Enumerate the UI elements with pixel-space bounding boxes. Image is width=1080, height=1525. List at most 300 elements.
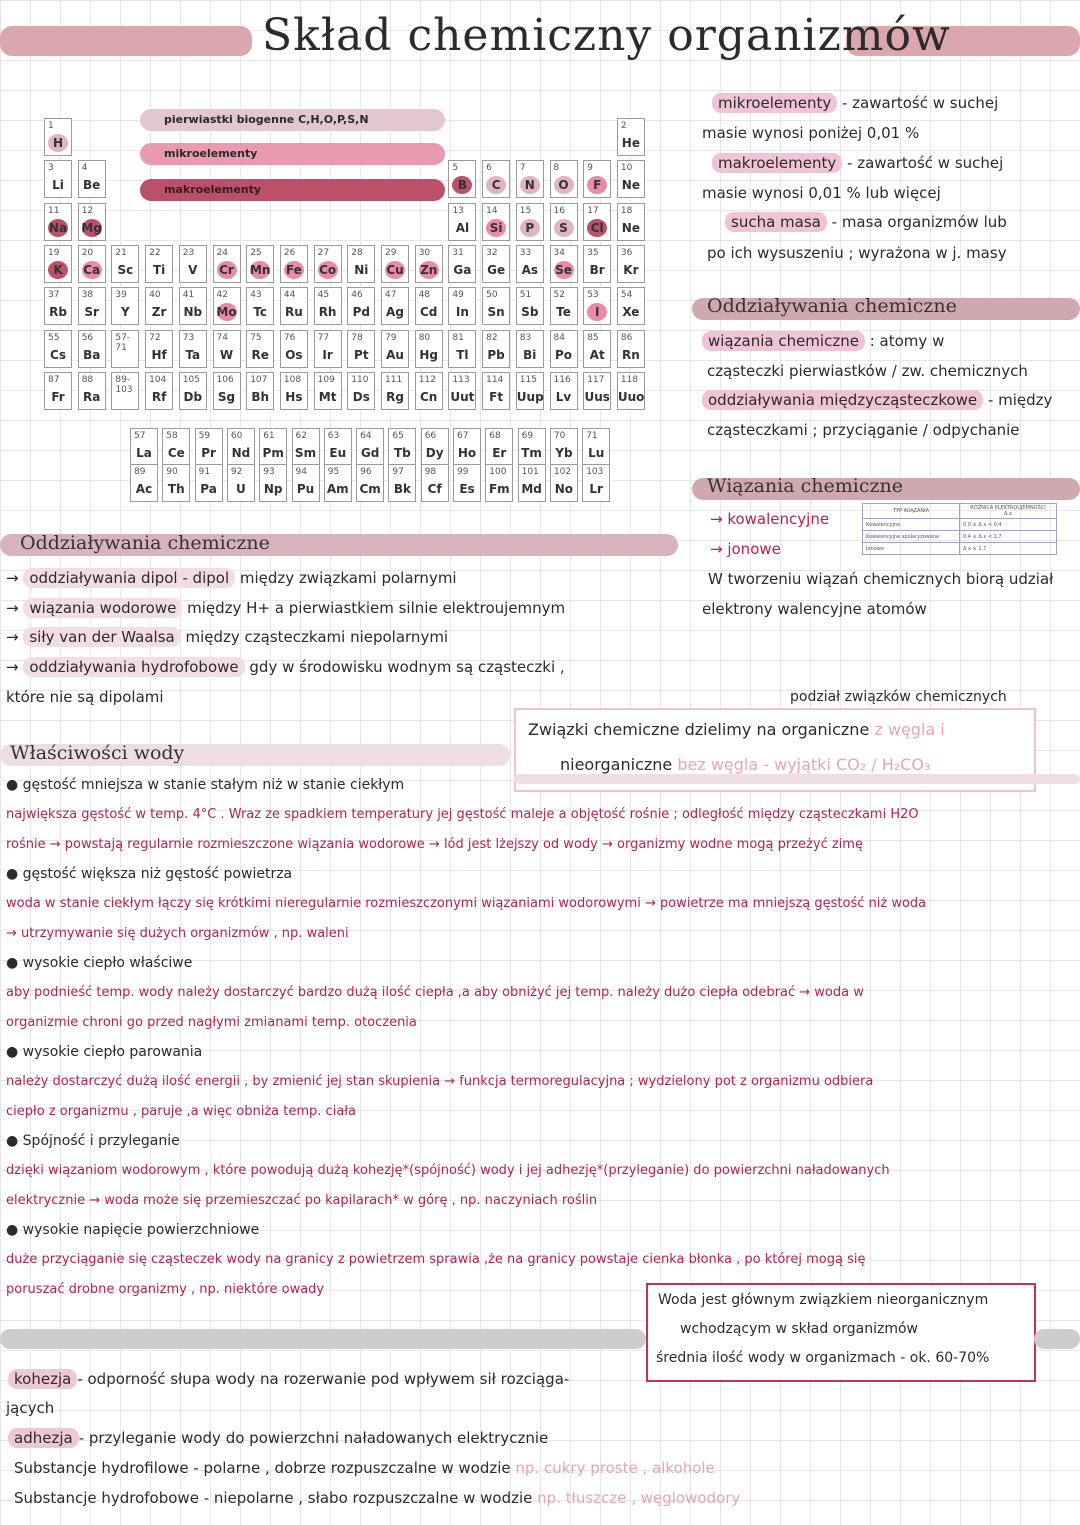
element-number: 41: [182, 290, 195, 301]
interactions-left-heading: Oddziaływania chemiczne: [20, 532, 270, 554]
element-number: 19: [48, 247, 60, 258]
element-symbol: Fe: [285, 262, 302, 277]
element-symbol: N: [524, 178, 535, 193]
element-cell: [356, 428, 384, 466]
element-cell: [518, 428, 546, 466]
legend-biogenic: pierwiastki biogenne C,H,O,P,S,N: [140, 109, 445, 131]
element-number: 58: [166, 431, 178, 441]
table-cell: Kowalencyjne spolaryzowane: [863, 531, 960, 543]
element-number: 65: [392, 431, 404, 441]
element-number: 91: [198, 467, 211, 477]
element-number: 60: [230, 431, 243, 441]
element-symbol: Re: [251, 347, 269, 362]
glossary-cohesion-cont: jących: [6, 1399, 55, 1417]
bonds-heading: Wiązania chemiczne: [707, 475, 903, 497]
element-number: 73: [182, 332, 195, 343]
element-symbol: In: [455, 305, 469, 320]
element-symbol: Cr: [219, 262, 234, 277]
element-symbol: Nd: [231, 446, 251, 460]
element-symbol: Yb: [555, 446, 573, 460]
element-symbol: Xe: [622, 305, 640, 320]
element-symbol: Hg: [419, 347, 438, 362]
element-cell: [213, 330, 241, 368]
element-cell: [518, 464, 546, 502]
element-number: 18: [620, 205, 633, 216]
table-cell: Jonowe: [863, 543, 960, 555]
element-cell: [78, 203, 106, 241]
element-number: 99: [457, 467, 469, 477]
element-cell: [78, 330, 106, 368]
element-number: 113: [452, 374, 470, 385]
element-cell: [617, 372, 645, 410]
inter-def-line1: oddziaływania międzycząsteczkowe - między: [702, 391, 1052, 409]
element-cell: [617, 287, 645, 325]
element-symbol: Ni: [354, 262, 369, 277]
element-number: 61: [263, 431, 275, 441]
water-p6-title: ● wysokie napięcie powierzchniowe: [6, 1222, 260, 1238]
element-number: 67: [457, 431, 469, 441]
element-cell: [550, 245, 578, 283]
macro-def-line2: masie wynosi 0,01 % lub więcej: [702, 184, 941, 202]
element-cell: [314, 330, 342, 368]
bonds-def-line1: wiązania chemiczne : atomy w: [702, 332, 944, 350]
element-number: 68: [489, 431, 501, 441]
element-symbol: Np: [263, 482, 283, 496]
element-number: 94: [295, 467, 307, 477]
element-cell: [292, 428, 320, 466]
element-cell: [145, 245, 173, 283]
element-cell: [145, 287, 173, 325]
element-symbol: Cn: [420, 389, 438, 404]
element-symbol: No: [554, 482, 574, 496]
interaction-row-hydrophobic: → oddziaływania hydrofobowe gdy w środowisku wodnym są cząsteczki ,: [6, 658, 565, 676]
element-number: 57: [134, 431, 146, 441]
element-cell: [213, 287, 241, 325]
element-number: 57-71: [115, 332, 131, 353]
element-number: 23: [182, 247, 195, 258]
element-number: 51: [519, 290, 532, 301]
dry-def-line1: sucha masa - masa organizmów lub: [725, 213, 1007, 231]
element-cell: [314, 287, 342, 325]
water-p6-line1: duże przyciąganie się cząsteczek wody na granicy z powietrzem sprawia ,że na granicy powstaje cienka błonka , po której mogą się: [6, 1252, 866, 1267]
interaction-row-dipole: → oddziaływania dipol - dipol między związkami polarnymi: [6, 569, 457, 587]
element-cell: [280, 245, 308, 283]
micro-def-line2: masie wynosi poniżej 0,01 %: [702, 124, 920, 142]
element-symbol: Cf: [427, 482, 442, 496]
element-number: 115: [519, 374, 537, 385]
element-symbol: Db: [183, 389, 203, 404]
element-number: 37: [48, 290, 60, 301]
dry-term: sucha masa: [725, 212, 827, 232]
element-symbol: Sg: [217, 389, 236, 404]
element-cell: [583, 287, 611, 325]
element-number: 81: [452, 332, 464, 343]
element-cell: [246, 245, 274, 283]
element-symbol: Co: [319, 262, 337, 277]
element-cell: [482, 287, 510, 325]
glossary-hydrophobic: Substancje hydrofobowe - niepolarne , słabo rozpuszczalne w wodzie np. tłuszcze , węglowodory: [14, 1489, 741, 1507]
element-cell: [145, 330, 173, 368]
element-symbol: Tc: [253, 305, 268, 320]
element-symbol: Ac: [135, 482, 153, 496]
note-line1: Woda jest głównym związkiem nieorganicznym: [658, 1292, 989, 1308]
element-number: 80: [418, 332, 431, 343]
element-symbol: Mo: [216, 305, 237, 320]
element-symbol: U: [236, 482, 246, 496]
element-number: 107: [250, 374, 268, 385]
glossary-adhesion: adhezja - przyleganie wody do powierzchni naładowanych elektrycznie: [8, 1429, 548, 1447]
element-symbol: Rh: [318, 305, 337, 320]
element-symbol: Sn: [487, 305, 505, 320]
element-number: 87: [48, 374, 60, 385]
element-number: 54: [620, 290, 633, 301]
element-number: 48: [418, 290, 431, 301]
element-cell: [162, 464, 190, 502]
interaction-row-hydrogen: → wiązania wodorowe między H+ a pierwiastkiem silnie elektroujemnym: [6, 599, 566, 617]
element-number: 7: [519, 163, 526, 174]
element-number: 72: [149, 332, 161, 343]
element-cell: [246, 372, 274, 410]
element-cell: [381, 287, 409, 325]
element-number: 24: [216, 247, 228, 258]
element-number: 25: [250, 247, 262, 258]
element-symbol: Sc: [117, 262, 134, 277]
table-head-type: TYP WIĄZANIA: [863, 504, 960, 519]
element-symbol: Pu: [296, 482, 315, 496]
element-cell: [550, 330, 578, 368]
element-number: 46: [351, 290, 363, 301]
element-number: 2: [620, 121, 627, 131]
element-cell: [195, 464, 223, 502]
element-symbol: Cu: [386, 262, 404, 277]
element-cell: [485, 464, 513, 502]
bottom-band-right: [1034, 1329, 1080, 1349]
element-cell: [453, 428, 481, 466]
element-cell: [583, 160, 611, 198]
element-symbol: Hs: [285, 389, 303, 404]
element-symbol: As: [521, 262, 539, 277]
element-symbol: Pb: [487, 347, 505, 362]
element-symbol: Ba: [83, 347, 101, 362]
dry-def-line2: po ich wysuszeniu ; wyrażona w j. masy: [707, 244, 1007, 262]
element-symbol: Ft: [489, 389, 504, 404]
interactions-right-heading: Oddziaływania chemiczne: [707, 295, 957, 317]
periodic-table: [44, 118, 664, 508]
element-symbol: Sr: [84, 305, 99, 320]
element-number: 108: [283, 374, 302, 385]
element-cell: [550, 428, 578, 466]
element-number: 76: [283, 332, 296, 343]
element-cell: [381, 245, 409, 283]
element-cell: [421, 464, 449, 502]
inter-def-line2: cząsteczkami ; przyciąganie / odpychanie: [707, 421, 1020, 439]
element-symbol: Ag: [386, 305, 404, 320]
element-symbol: I: [594, 305, 600, 320]
element-symbol: Te: [556, 305, 571, 320]
interaction-row-hydrophobic-cont: które nie są dipolami: [6, 688, 164, 706]
element-number: 22: [149, 247, 161, 258]
element-symbol: O: [558, 178, 569, 193]
element-symbol: Cd: [419, 305, 438, 320]
element-number: 86: [620, 332, 633, 343]
element-number: 100: [489, 467, 507, 477]
element-cell: [482, 203, 510, 241]
element-number: 98: [424, 467, 437, 477]
element-number: 43: [250, 290, 262, 301]
element-number: 38: [81, 290, 94, 301]
element-number: 15: [519, 205, 532, 216]
element-number: 88: [81, 374, 94, 385]
element-cell: [78, 287, 106, 325]
element-cell: [485, 428, 513, 466]
element-number: 59: [198, 431, 211, 441]
element-cell: [130, 464, 158, 502]
element-cell: [213, 372, 241, 410]
element-number: 40: [149, 290, 161, 301]
element-number: 49: [452, 290, 464, 301]
element-symbol: Al: [455, 220, 470, 235]
element-symbol: Ho: [457, 446, 477, 460]
table-head-diff: RÓŻNICA ELEKTROUJEMNOŚCI Δ x: [960, 504, 1057, 519]
element-number: 96: [360, 467, 372, 477]
element-number: 28: [351, 247, 363, 258]
element-cell: [145, 372, 173, 410]
element-symbol: Lv: [555, 389, 572, 404]
element-cell: [448, 203, 476, 241]
element-number: 4: [81, 163, 88, 174]
element-symbol: Md: [521, 482, 542, 496]
element-cell: [617, 330, 645, 368]
element-number: 93: [263, 467, 275, 477]
element-cell: [388, 464, 416, 502]
element-symbol: Lu: [588, 446, 605, 460]
element-cell: [448, 372, 476, 410]
element-number: 50: [486, 290, 498, 301]
table-cell: 0,0 ≤ Δ x < 0,4: [960, 519, 1057, 531]
element-number: 3: [48, 163, 54, 174]
legend-micro: mikroelementy: [140, 143, 445, 165]
element-symbol: Eu: [329, 446, 347, 460]
compounds-line2: nieorganiczne bez węgla - wyjątki CO₂ / H₂CO₃: [560, 755, 931, 774]
element-symbol: V: [188, 262, 198, 277]
element-symbol: Rg: [386, 389, 404, 404]
element-cell: [179, 245, 207, 283]
water-p1-line1: największa gęstość w temp. 4°C . Wraz ze spadkiem temperatury jej gęstość maleje a objętość rośnie ; odległość między cząsteczkami H2O: [6, 807, 919, 822]
element-cell: [179, 372, 207, 410]
element-symbol: Pt: [354, 347, 369, 362]
element-cell: [280, 330, 308, 368]
element-cell: [583, 330, 611, 368]
element-number: 110: [351, 374, 369, 385]
element-cell: [259, 464, 287, 502]
element-cell: [582, 428, 610, 466]
title-band-left: [0, 26, 252, 56]
element-symbol: He: [621, 136, 640, 150]
glossary-cohesion: kohezja - odporność słupa wody na rozerwanie pod wpływem sił rozciąga-: [8, 1370, 569, 1388]
element-number: 90: [166, 467, 178, 477]
element-number: 95: [327, 467, 340, 477]
element-cell: [179, 330, 207, 368]
element-number: 52: [553, 290, 565, 301]
bonds-item-covalent: → kowalencyjne: [710, 510, 830, 528]
element-number: 66: [424, 431, 437, 441]
element-cell: [280, 372, 308, 410]
water-p3-line1: aby podnieść temp. wody należy dostarczyć bardzo dużą ilość ciepła ,a aby obniżyć jej temp. należy dużo ciepła odebrać → woda w: [6, 985, 864, 1000]
element-number: 1: [48, 121, 54, 131]
element-cell: [550, 464, 578, 502]
element-cell: [415, 330, 443, 368]
element-number: 30: [418, 247, 431, 258]
element-symbol: Be: [83, 178, 101, 193]
water-p1-title: ● gęstość mniejsza w stanie stałym niż w stanie ciekłym: [6, 777, 405, 793]
element-symbol: At: [589, 347, 605, 362]
element-number: 105: [182, 374, 200, 385]
element-symbol: Ru: [284, 305, 303, 320]
element-number: 103: [586, 467, 604, 477]
vdw-term: siły van der Waalsa: [23, 627, 180, 647]
element-number: 63: [327, 431, 340, 441]
water-p1-line2: rośnie → powstają regularnie rozmieszczone wiązania wodorowe → lód jest lżejszy od wody → organizmy wodne mogą przeżyć zimę: [6, 837, 863, 852]
element-symbol: Au: [386, 347, 404, 362]
inter-term: oddziaływania międzycząsteczkowe: [702, 390, 983, 410]
element-symbol: Uup: [516, 389, 544, 404]
element-symbol: Lr: [589, 482, 603, 496]
element-symbol: Tm: [521, 446, 542, 460]
element-number: 55: [48, 332, 60, 343]
element-number: 12: [81, 205, 94, 216]
element-cell: [388, 428, 416, 466]
element-cell: [617, 160, 645, 198]
element-symbol: Rb: [49, 305, 67, 320]
element-symbol: Os: [285, 347, 303, 362]
element-symbol: Pa: [200, 482, 217, 496]
element-cell: [347, 245, 375, 283]
water-p5-title: ● Spójność i przyleganie: [6, 1133, 180, 1149]
element-symbol: Tb: [394, 446, 411, 460]
element-number: 84: [553, 332, 565, 343]
adhesion-term: adhezja: [8, 1428, 79, 1448]
element-number: 89-103: [115, 374, 133, 395]
element-cell: [583, 203, 611, 241]
element-number: 69: [521, 431, 534, 441]
element-cell: [421, 428, 449, 466]
element-number: 36: [620, 247, 633, 258]
micro-def-line1: mikroelementy - zawartość w suchej: [712, 94, 998, 112]
element-cell: [347, 372, 375, 410]
element-number: 101: [521, 467, 539, 477]
element-cell: [179, 287, 207, 325]
element-cell: [347, 330, 375, 368]
element-cell: [111, 245, 139, 283]
element-cell: [516, 160, 544, 198]
element-cell: [516, 330, 544, 368]
element-number: 45: [317, 290, 330, 301]
element-cell: [448, 330, 476, 368]
element-number: 77: [317, 332, 330, 343]
element-symbol: Ne: [621, 220, 640, 235]
table-cell: Δ x ≥ 1,7: [960, 543, 1057, 555]
element-number: 14: [486, 205, 498, 216]
element-cell: [324, 464, 352, 502]
element-cell: [44, 287, 72, 325]
element-cell: [482, 160, 510, 198]
element-symbol: Mn: [249, 262, 271, 277]
element-number: 74: [216, 332, 228, 343]
element-number: 29: [385, 247, 397, 258]
element-symbol: S: [559, 220, 568, 235]
water-p5-line2: elektrycznie → woda może się przemieszczać po kapilarach* w górę , np. naczyniach roślin: [6, 1193, 598, 1208]
element-cell: [44, 245, 72, 283]
element-cell: [617, 118, 645, 156]
element-number: 21: [115, 247, 127, 258]
element-number: 62: [295, 431, 307, 441]
element-symbol: Er: [492, 446, 507, 460]
element-symbol: Sb: [521, 305, 539, 320]
element-symbol: Li: [52, 178, 64, 193]
water-p4-line1: należy dostarczyć dużą ilość energii , by zmienić jej stan skupienia → funkcja termoregulacyjna ; wydzielony pot z organizmu odbiera: [6, 1074, 874, 1089]
water-p3-title: ● wysokie ciepło właściwe: [6, 955, 193, 971]
element-number: 35: [587, 247, 599, 258]
element-symbol: Th: [167, 482, 185, 496]
element-number: 102: [553, 467, 572, 477]
element-number: 13: [452, 205, 464, 216]
element-symbol: Gd: [360, 446, 380, 460]
element-cell: [44, 372, 72, 410]
bonds-line2: elektrony walencyjne atomów: [702, 600, 927, 618]
element-number: 47: [385, 290, 397, 301]
element-symbol: P: [525, 220, 535, 235]
element-number: 114: [486, 374, 504, 385]
element-symbol: Bk: [393, 482, 411, 496]
element-symbol: Uut: [450, 389, 475, 404]
element-number: 92: [230, 467, 243, 477]
element-symbol: K: [53, 262, 63, 277]
element-number: 56: [81, 332, 94, 343]
element-cell: [246, 330, 274, 368]
element-symbol: Pm: [262, 446, 284, 460]
element-cell: [617, 203, 645, 241]
element-cell: [617, 245, 645, 283]
element-symbol: Po: [554, 347, 573, 362]
element-cell: [448, 160, 476, 198]
element-cell: [448, 287, 476, 325]
water-p2-line2: → utrzymywanie się dużych organizmów , np. waleni: [6, 926, 349, 941]
element-cell: [44, 330, 72, 368]
element-symbol: Sm: [294, 446, 317, 460]
element-cell: [195, 428, 223, 466]
element-number: 97: [392, 467, 404, 477]
element-cell: [453, 464, 481, 502]
glossary-hydrophilic: Substancje hydrofilowe - polarne , dobrze rozpuszczalne w wodzie np. cukry proste , alkohole: [14, 1459, 715, 1477]
element-number: 71: [586, 431, 598, 441]
element-symbol: Br: [589, 262, 605, 277]
element-symbol: H: [52, 136, 64, 150]
element-symbol: Bh: [251, 389, 270, 404]
element-symbol: Ga: [453, 262, 472, 277]
element-number: 44: [283, 290, 296, 301]
element-symbol: Nb: [183, 305, 203, 320]
element-number: 111: [385, 374, 403, 385]
water-p4-line2: ciepło z organizmu , paruje ,a więc obniża temp. ciała: [6, 1104, 356, 1119]
element-cell: [381, 330, 409, 368]
element-number: 16: [553, 205, 565, 216]
element-number: 20: [81, 247, 94, 258]
element-symbol: Bi: [523, 347, 537, 362]
element-symbol: Tl: [456, 347, 469, 362]
element-cell: [516, 245, 544, 283]
micro-term: mikroelementy: [712, 93, 837, 113]
compounds-line1: Związki chemiczne dzielimy na organiczne z węgla i: [528, 720, 945, 739]
